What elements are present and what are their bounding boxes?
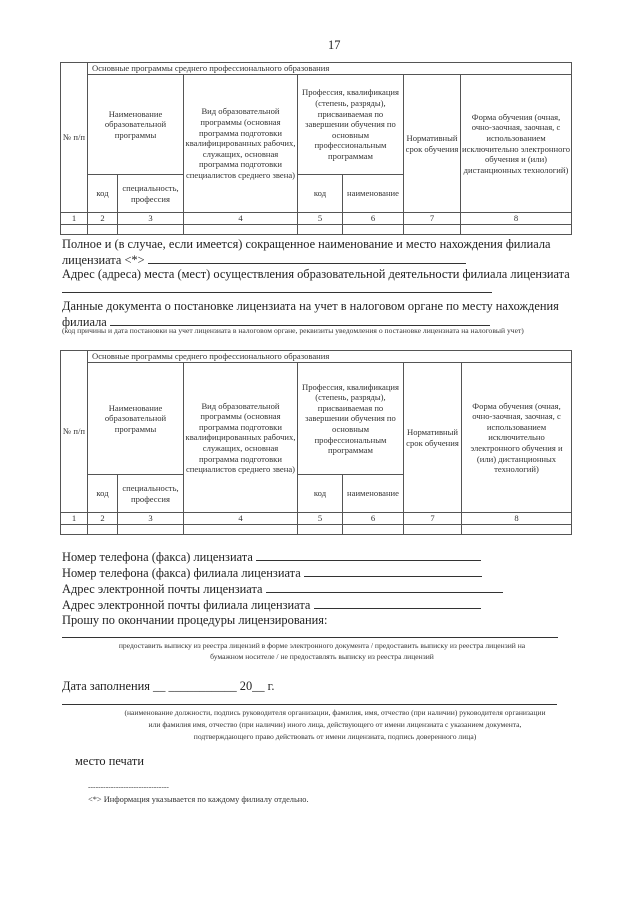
col-number: 7	[404, 213, 461, 225]
header-qual-name: наименование	[343, 175, 404, 213]
col-number: 8	[462, 513, 572, 525]
request-note-2: бумажном носителе / не предоставлять выписку из реестра лицензий	[210, 652, 434, 661]
footnote: <*> Информация указывается по каждому филиалу отдельно.	[88, 795, 309, 804]
branch-address-field[interactable]	[62, 292, 492, 293]
col-number: 3	[118, 213, 184, 225]
tax-field[interactable]	[110, 314, 490, 326]
email-field[interactable]	[266, 581, 503, 593]
footnote-separator: --------------------------------	[88, 782, 169, 791]
header-qual-name: наименование	[343, 475, 404, 513]
programs-table-2	[60, 350, 572, 535]
col-number: 2	[88, 513, 118, 525]
stamp-place: место печати	[75, 754, 144, 768]
header-group: Основные программы среднего профессионального образования	[88, 63, 572, 75]
branch-email-field[interactable]	[314, 597, 481, 609]
header-code: код	[88, 175, 118, 213]
tax-label-2: филиала	[62, 315, 107, 329]
fill-date: Дата заполнения __ ___________ 20__ г.	[62, 679, 275, 693]
col-number: 4	[184, 213, 298, 225]
col-number: 8	[461, 213, 572, 225]
signature-field[interactable]	[62, 704, 557, 705]
header-qual-code: код	[298, 175, 343, 213]
col-number: 2	[88, 213, 118, 225]
header-duration: Нормативный срок обучения	[404, 75, 461, 213]
branch-name-label-2: лицензиата <*>	[62, 253, 145, 267]
signature-note-2: или фамилия имя, отчество (при наличии) иного лица, действующего от имени лицензиата с указанием документа,	[148, 720, 522, 729]
col-number: 7	[404, 513, 462, 525]
header-qualification: Профессия, квалификация (степень, разряды), присваиваемая по завершении обучения по основным профессиональным программам	[298, 363, 404, 475]
page-number: 17	[328, 38, 341, 52]
header-program-name: Наименование образовательной программы	[88, 75, 184, 175]
header-specialty: специальность, профессия	[118, 175, 184, 213]
header-group: Основные программы среднего профессионального образования	[88, 351, 572, 363]
tax-note: (код причины и дата постановки на учет лицензиата в налоговом органе, реквизиты уведомления о постановке лицензиата на налоговый учет)	[62, 326, 524, 335]
header-program-name: Наименование образовательной программы	[88, 363, 184, 475]
programs-table-1	[60, 62, 572, 235]
branch-name-label: Полное и (в случае, если имеется) сокращенное наименование и место нахождения филиала	[62, 237, 551, 251]
col-number: 5	[298, 213, 343, 225]
col-number: 5	[298, 513, 343, 525]
header-duration: Нормативный срок обучения	[404, 363, 462, 513]
phone-label: Номер телефона (факса) лицензиата	[62, 550, 253, 564]
branch-name-field[interactable]	[148, 252, 466, 264]
branch-email-label: Адрес электронной почты филиала лицензиата	[62, 598, 311, 612]
col-number: 4	[184, 513, 298, 525]
email-label: Адрес электронной почты лицензиата	[62, 582, 263, 596]
col-number: 6	[343, 513, 404, 525]
col-number: 1	[61, 213, 88, 225]
header-num: № п/п	[61, 63, 88, 213]
header-qualification: Профессия, квалификация (степень, разряды), присваиваемая по завершении обучения по основным профессиональным программам	[298, 75, 404, 175]
table-row	[61, 524, 572, 534]
table-row	[61, 224, 572, 234]
col-number: 6	[343, 213, 404, 225]
signature-note-3: подтверждающего право действовать от имени лицензиата, подпись доверенного лица)	[193, 732, 477, 741]
branch-phone-label: Номер телефона (факса) филиала лицензиата	[62, 566, 301, 580]
header-num: № п/п	[61, 351, 88, 513]
header-program-type: Вид образовательной программы (основная программа подготовки квалифицированных рабочих, служащих, основная программа подготовки специалистов среднего звена)	[184, 363, 298, 513]
signature-note-1: (наименование должности, подпись руководителя организации, фамилия, имя, отчество (при наличии) руководителя организации	[124, 708, 546, 717]
header-qual-code: код	[298, 475, 343, 513]
phone-field[interactable]	[256, 549, 481, 561]
request-label: Прошу по окончании процедуры лицензирования:	[62, 613, 328, 627]
request-field[interactable]	[62, 637, 558, 638]
header-specialty: специальность, профессия	[118, 475, 184, 513]
header-code: код	[88, 475, 118, 513]
request-note-1: предоставить выписку из реестра лицензий в форме электронного документа / предоставить выписку из реестра лицензий на	[118, 641, 526, 650]
header-form: Форма обучения (очная, очно-заочная, заочная, с использованием исключительно электронного обучения и (или) дистанционных технологий)	[461, 75, 572, 213]
col-number: 1	[61, 513, 88, 525]
tax-label: Данные документа о постановке лицензиата на учет в налоговом органе по месту нахождения	[62, 299, 559, 313]
header-program-type: Вид образовательной программы (основная программа подготовки квалифицированных рабочих, служащих, основная программа подготовки специалистов среднего звена)	[184, 75, 298, 213]
branch-address-label: Адрес (адреса) места (мест) осуществления образовательной деятельности филиала лицензиата	[62, 267, 570, 281]
branch-phone-field[interactable]	[304, 565, 482, 577]
header-form: Форма обучения (очная, очно-заочная, заочная, с использованием исключительно электронного обучения и (или) дистанционных технологий)	[462, 363, 572, 513]
col-number: 3	[118, 513, 184, 525]
